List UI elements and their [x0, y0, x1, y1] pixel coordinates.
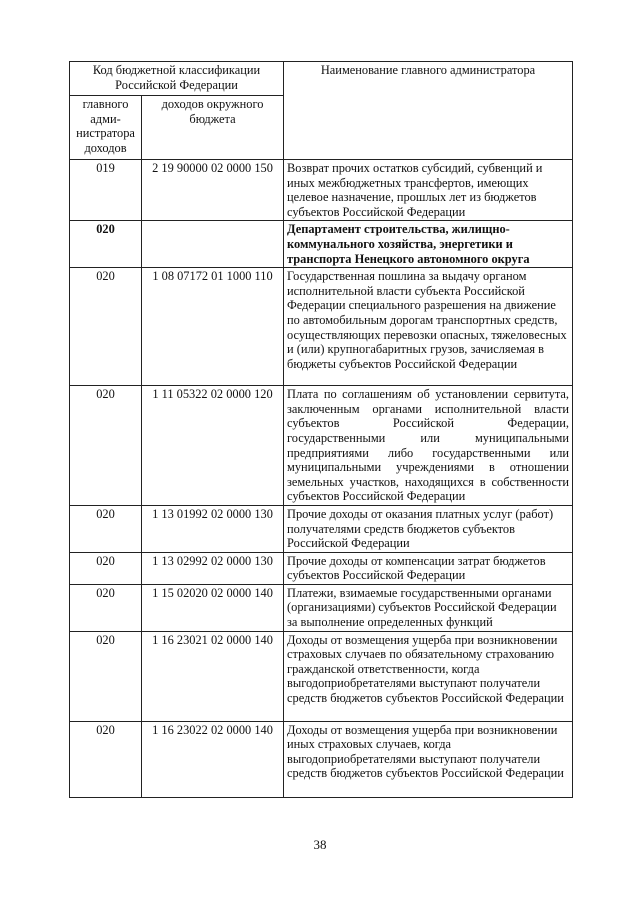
table-row	[70, 584, 573, 631]
header-name-column: Наименование главного администратора	[284, 62, 573, 160]
administrator-name: Платежи, взимаемые государственными органами (организациями) субъектов Российской Федерации за выполнение определенных функций	[284, 584, 573, 631]
income-code: 1 11 05322 02 0000 120	[142, 386, 284, 506]
page-number: 38	[313, 837, 327, 852]
budget-classification-table	[69, 61, 573, 798]
income-code: 1 16 23022 02 0000 140	[142, 721, 284, 797]
admin-code: 020	[70, 721, 142, 797]
admin-code: 020	[70, 386, 142, 506]
table-row	[70, 386, 573, 506]
administrator-name: Доходы от возмещения ущерба при возникновении иных страховых случаев, когда выгодоприобретателями выступают получатели средств бюджетов субъектов Российской Федерации	[284, 721, 573, 797]
table-row	[70, 160, 573, 221]
income-code: 1 15 02020 02 0000 140	[142, 584, 284, 631]
income-code	[142, 221, 284, 268]
admin-code: 020	[70, 631, 142, 721]
header-group-title: Код бюджетной классификации Российской Федерации	[70, 62, 284, 96]
table-row	[70, 268, 573, 386]
header-income-column: доходов окружного бюджета	[142, 96, 284, 160]
administrator-name: Доходы от возмещения ущерба при возникновении страховых случаев по обязательному страхованию гражданской ответственности, когда выгодоприобретателями выступают получатели средств бюджетов субъектов Российской Федерации	[284, 631, 573, 721]
income-code: 1 08 07172 01 1000 110	[142, 268, 284, 386]
admin-code: 019	[70, 160, 142, 221]
table-row	[70, 631, 573, 721]
table-row	[70, 505, 573, 552]
income-code: 1 13 01992 02 0000 130	[142, 505, 284, 552]
administrator-name: Возврат прочих остатков субсидий, субвенций и иных межбюджетных трансфертов, имеющих целевое назначение, прошлых лет из бюджетов субъектов Российской Федерации	[284, 160, 573, 221]
admin-code: 020	[70, 505, 142, 552]
table-row	[70, 721, 573, 797]
income-code: 1 16 23021 02 0000 140	[142, 631, 284, 721]
table-header-row	[70, 62, 573, 96]
income-code: 1 13 02992 02 0000 130	[142, 552, 284, 584]
admin-code: 020	[70, 221, 142, 268]
department-heading: Департамент строительства, жилищно-коммунального хозяйства, энергетики и транспорта Ненецкого автономного округа	[284, 221, 573, 268]
administrator-name: Плата по соглашениям об установлении сервитута, заключенным органами исполнительной власти субъектов Российской Федерации, государственными или муниципальными предприятиями либо государственными или муниципальными учреждениями в отношении земельных участков, находящихся в собственности субъектов Российской Федерации	[284, 386, 573, 506]
admin-code: 020	[70, 584, 142, 631]
income-code: 2 19 90000 02 0000 150	[142, 160, 284, 221]
administrator-name: Государственная пошлина за выдачу органом исполнительной власти субъекта Российской Федерации специального разрешения на движение по автомобильным дорогам транспортных средств, осуществляющих перевозки опасных, тяжеловесных и (или) крупногабаритных грузов, зачисляемая в бюджеты субъектов Российской Федерации	[284, 268, 573, 386]
table-row	[70, 221, 573, 268]
table-row	[70, 552, 573, 584]
admin-code: 020	[70, 552, 142, 584]
header-admin-column: главного адми-нистратора доходов	[70, 96, 142, 160]
admin-code: 020	[70, 268, 142, 386]
administrator-name: Прочие доходы от оказания платных услуг (работ) получателями средств бюджетов субъектов Российской Федерации	[284, 505, 573, 552]
administrator-name: Прочие доходы от компенсации затрат бюджетов субъектов Российской Федерации	[284, 552, 573, 584]
